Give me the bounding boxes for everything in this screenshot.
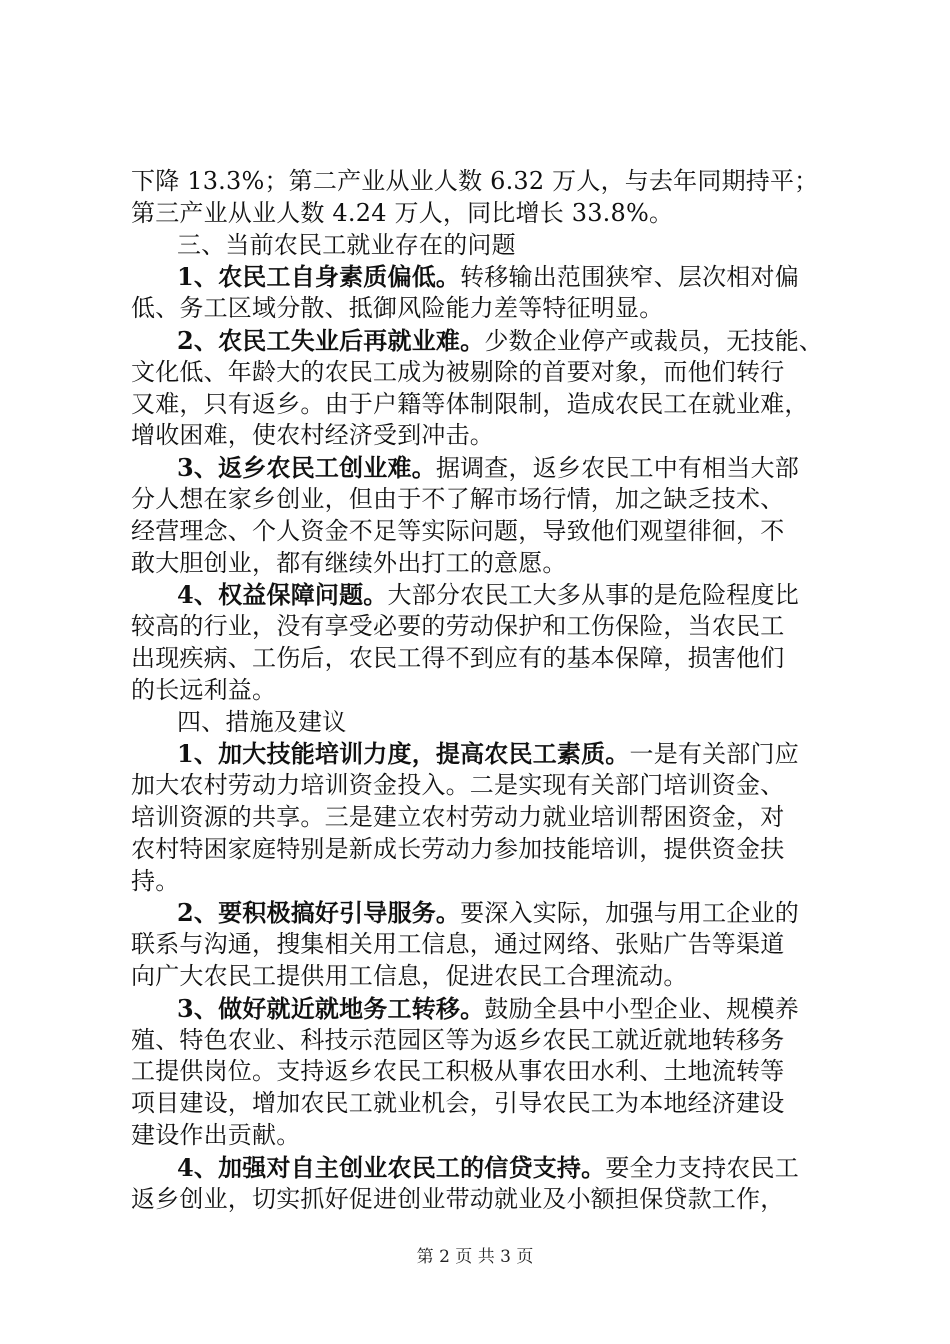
s3-item4-text: 大部分农民工大多从事的是危险程度比	[387, 581, 799, 610]
s4-item4-text: 要全力支持农民工	[605, 1153, 799, 1182]
s3-item3-line-2: 分人想在家乡创业，但由于不了解市场行情，加之缺乏技术、	[131, 484, 785, 513]
s4-item2-line-2: 联系与沟通，搜集相关用工信息，通过网络、张贴广告等渠道	[131, 930, 785, 959]
s3-item1-text: 转移输出范围狭窄、层次相对偏	[460, 263, 799, 292]
s3-item3-text: 据调查，返乡农民工中有相当大部	[435, 454, 799, 483]
s4-item1-line-2: 加大农村劳动力培训资金投入。二是实现有关部门培训资金、	[131, 771, 785, 800]
s4-item4-title: 4、加强对自主创业农民工的信贷支持。	[177, 1152, 606, 1182]
s3-item2-line-2: 文化低、年龄大的农民工成为被剔除的首要对象，而他们转行	[131, 357, 785, 386]
s4-item1-title: 1、加大技能培训力度，提高农民工素质。	[177, 739, 630, 769]
section-4-heading: 四、措施及建议	[177, 707, 347, 736]
s4-item1-text: 一是有关部门应	[629, 740, 799, 769]
s4-item4-line-1	[131, 1152, 831, 1184]
s4-item2-title: 2、要积极搞好引导服务。	[177, 898, 461, 928]
document-body	[131, 166, 831, 1215]
intro-line-2: 第三产业从业人数 4.24 万人，同比增长 33.8%。	[131, 198, 674, 227]
s3-item2-title: 2、农民工失业后再就业难。	[177, 325, 485, 355]
s3-item2-line-4: 增收困难，使农村经济受到冲击。	[131, 421, 494, 450]
s3-item1-line-1	[131, 261, 831, 293]
page-footer: 第 2 页 共 3 页	[416, 1247, 534, 1267]
s3-item1-title: 1、农民工自身素质偏低。	[177, 262, 461, 292]
s4-item1-line-1	[131, 738, 831, 770]
s3-item2-line-1	[131, 325, 831, 357]
s4-item3-line-5: 建设作出贡献。	[131, 1120, 301, 1149]
s4-item2-line-3: 向广大农民工提供用工信息，促进农民工合理流动。	[131, 961, 688, 990]
s4-item3-line-2: 殖、特色农业、科技示范园区等为返乡农民工就近就地转移务	[131, 1025, 785, 1054]
s4-item4-line-2: 返乡创业，切实抓好促进创业带动就业及小额担保贷款工作，	[131, 1184, 785, 1213]
s4-item2-text: 要深入实际，加强与用工企业的	[460, 899, 799, 928]
intro-line-1: 下降 13.3%；第二产业从业人数 6.32 万人，与去年同期持平；	[131, 167, 819, 195]
s3-item3-line-4: 敢大胆创业，都有继续外出打工的意愿。	[131, 548, 567, 577]
s3-item3-line-3: 经营理念、个人资金不足等实际问题，导致他们观望徘徊，不	[131, 516, 785, 545]
s4-item3-line-4: 项目建设，增加农民工就业机会，引导农民工为本地经济建设	[131, 1089, 785, 1118]
s4-item3-title: 3、做好就近就地务工转移。	[177, 993, 485, 1023]
s3-item3-line-1	[131, 452, 831, 484]
s4-item1-line-3: 培训资源的共享。三是建立农村劳动力就业培训帮困资金，对	[131, 802, 785, 831]
s3-item2-line-3: 又难，只有返乡。由于户籍等体制限制，造成农民工在就业难，	[131, 389, 809, 418]
s4-item3-line-1	[131, 993, 831, 1025]
s4-item3-line-3: 工提供岗位。支持返乡农民工积极从事农田水利、土地流转等	[131, 1057, 785, 1086]
s4-item2-line-1	[131, 897, 831, 929]
section-3-heading: 三、当前农民工就业存在的问题	[177, 230, 516, 259]
s4-item3-text: 鼓励全县中小型企业、规模养	[484, 994, 799, 1023]
s4-item1-line-4: 农村特困家庭特别是新成长劳动力参加技能培训，提供资金扶	[131, 834, 785, 863]
s3-item4-title: 4、权益保障问题。	[177, 580, 388, 610]
s3-item4-line-4: 的长远利益。	[131, 675, 277, 704]
s3-item2-text: 少数企业停产或裁员，无技能、	[484, 326, 824, 355]
s4-item1-line-5: 持。	[131, 866, 180, 895]
s3-item4-line-2: 较高的行业，没有享受必要的劳动保护和工伤保险，当农民工	[131, 612, 785, 641]
s3-item1-line-2: 低、务工区域分散、抵御风险能力差等特征明显。	[131, 294, 664, 323]
s3-item4-line-1	[131, 579, 831, 611]
s3-item3-title: 3、返乡农民工创业难。	[177, 453, 436, 483]
s3-item4-line-3: 出现疾病、工伤后，农民工得不到应有的基本保障，损害他们	[131, 643, 785, 672]
